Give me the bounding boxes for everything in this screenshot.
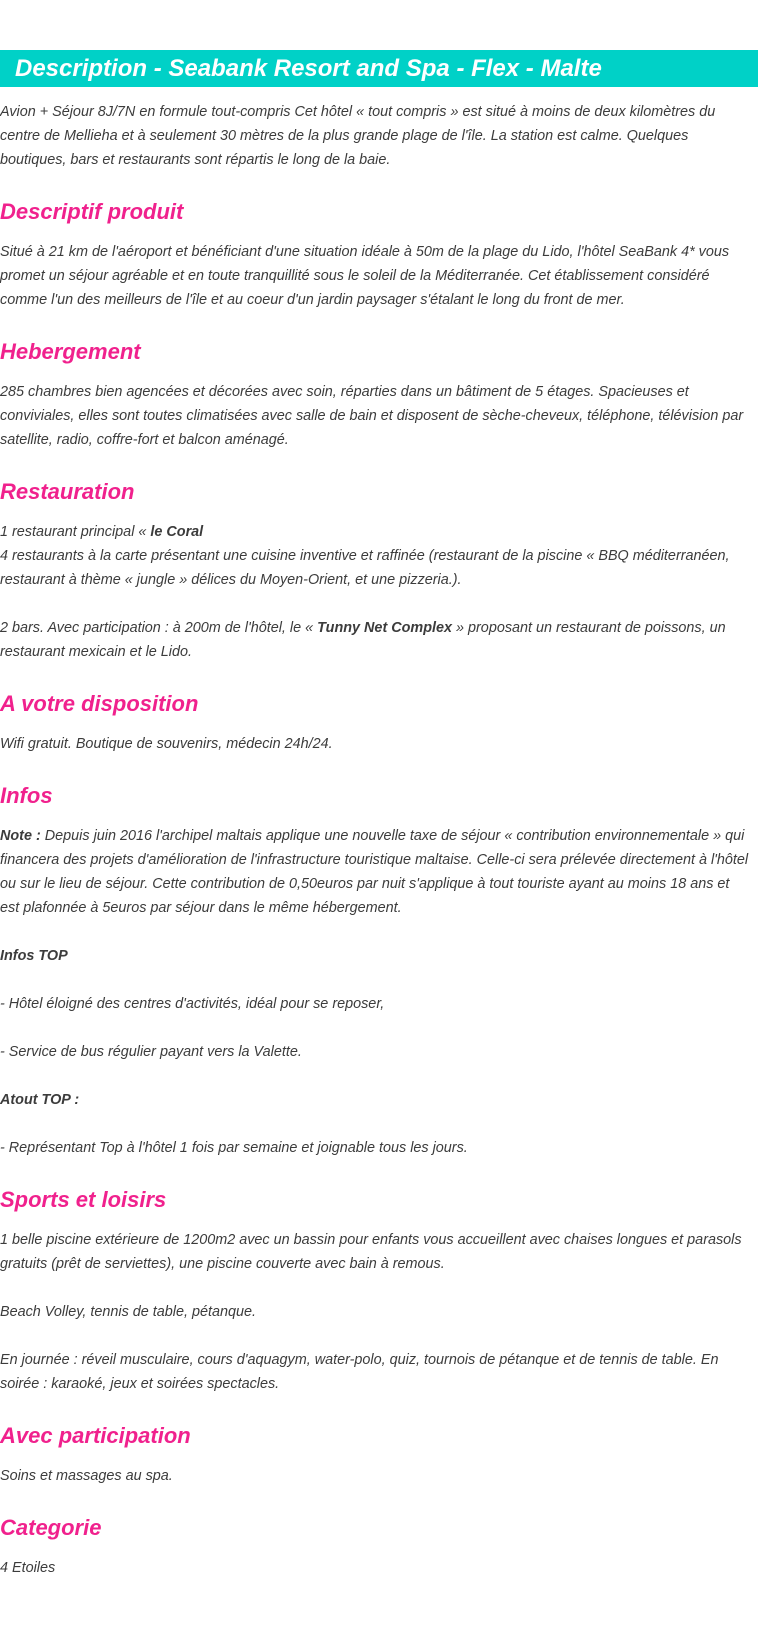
sports-text-2: Beach Volley, tennis de table, pétanque. bbox=[0, 1304, 257, 1320]
restauration-bars bbox=[0, 616, 750, 664]
infos-top-label bbox=[0, 944, 750, 968]
restauration-line1 bbox=[0, 520, 750, 544]
heading-hebergement: Hebergement bbox=[0, 339, 141, 364]
heading-descriptif: Descriptif produit bbox=[0, 199, 184, 224]
infos-top-text: Infos TOP bbox=[0, 948, 68, 964]
restauration-line1-prefix: 1 restaurant principal « bbox=[0, 524, 151, 540]
descriptif-text: Situé à 21 km de l'aéroport et bénéficiant d'une situation idéale à 50m de la plage du Lido, l'hôtel SeaBank 4* vous promet un séjour agréable et en toute tranquillité sous le soleil de la Méditerranée. Cet établissement considéré comme l'un des meilleurs de l'île et au coeur d'un jardin paysager s'étalant le long du front de mer. bbox=[0, 244, 730, 308]
note-label: Note : bbox=[0, 828, 41, 844]
restaurant-name: le Coral bbox=[150, 524, 204, 540]
heading-categorie: Categorie bbox=[0, 1515, 102, 1540]
infos-item-3: - Représentant Top à l'hôtel 1 fois par semaine et joignable tous les jours. bbox=[0, 1140, 468, 1156]
infos-item-2: - Service de bus régulier payant vers la Valette. bbox=[0, 1044, 302, 1060]
disposition-text: Wifi gratuit. Boutique de souvenirs, médecin 24h/24. bbox=[0, 736, 333, 752]
atout-top-label bbox=[0, 1088, 750, 1112]
hebergement-text: 285 chambres bien agencées et décorées avec soin, réparties dans un bâtiment de 5 étages. Spacieuses et conviviales, elles sont toutes climatisées avec salle de bain et disposent de sèche-cheveux, téléphone, télévision par satellite, radio, coffre-fort et balcon aménagé. bbox=[0, 384, 744, 448]
heading-sports: Sports et loisirs bbox=[0, 1187, 167, 1212]
sports-text-3: En journée : réveil musculaire, cours d'aquagym, water-polo, quiz, tournois de pétanque et de tennis de table. En soirée : karaoké, jeux et soirées spectacles. bbox=[0, 1352, 719, 1392]
bars-suffix: » proposant un restaurant de poissons, un restaurant mexicain et le Lido. bbox=[0, 620, 726, 660]
heading-infos: Infos bbox=[0, 783, 53, 808]
restauration-line2: 4 restaurants à la carte présentant une cuisine inventive et raffinée (restaurant de la piscine « BBQ méditerranéen, restaurant à thème « jungle » délices du Moyen-Orient, et une pizzeria.). bbox=[0, 548, 730, 588]
heading-participation: Avec participation bbox=[0, 1423, 191, 1448]
bars-prefix: 2 bars. Avec participation : à 200m de l'hôtel, le « bbox=[0, 620, 318, 636]
complex-name: Tunny Net Complex bbox=[317, 620, 453, 636]
sports-text-1: 1 belle piscine extérieure de 1200m2 avec un bassin pour enfants vous accueillent avec chaises longues et parasols gratuits (prêt de serviettes), une piscine couverte avec bain à remous. bbox=[0, 1232, 742, 1272]
description-content bbox=[0, 100, 750, 1580]
page-title: Description - Seabank Resort and Spa - Flex - Malte bbox=[0, 50, 758, 87]
categorie-text: 4 Etoiles bbox=[0, 1560, 56, 1576]
heading-disposition: A votre disposition bbox=[0, 691, 199, 716]
intro-text: Avion + Séjour 8J/7N en formule tout-compris Cet hôtel « tout compris » est situé à moins de deux kilomètres du centre de Mellieha et à seulement 30 mètres de la plus grande plage de l'île. La station est calme. Quelques boutiques, bars et restaurants sont répartis le long de la baie. bbox=[0, 104, 716, 168]
infos-note bbox=[0, 824, 750, 920]
note-text: Depuis juin 2016 l'archipel maltais applique une nouvelle taxe de séjour « contribution environnementale » qui financera des projets d'amélioration de l'infrastructure touristique maltaise. Celle-ci sera prélevée directement à l'hôtel ou sur le lieu de séjour. Cette contribution de 0,50euros par nuit s'applique à tout touriste ayant au moins 18 ans et est plafonnée à 5euros par séjour dans le même hébergement. bbox=[0, 828, 749, 916]
participation-text: Soins et massages au spa. bbox=[0, 1468, 173, 1484]
infos-item-1: - Hôtel éloigné des centres d'activités, idéal pour se reposer, bbox=[0, 996, 385, 1012]
heading-restauration: Restauration bbox=[0, 479, 135, 504]
atout-top-text: Atout TOP : bbox=[0, 1092, 80, 1108]
